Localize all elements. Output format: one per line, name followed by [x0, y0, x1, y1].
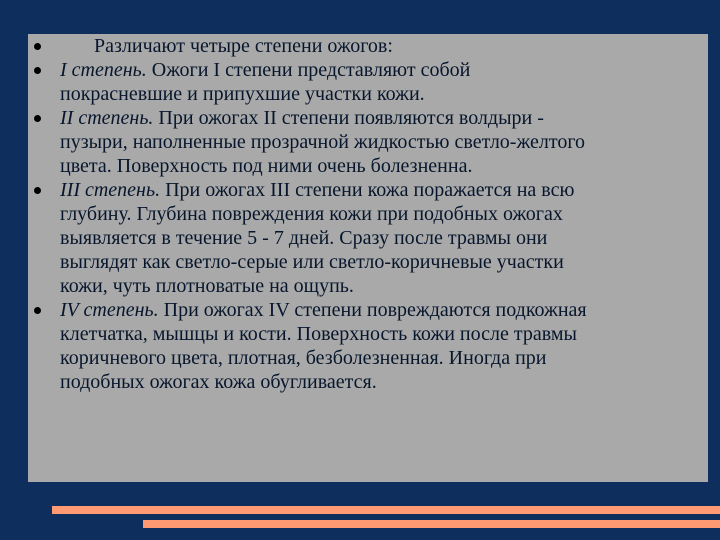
degree-2-line-2: пузыри, наполненные прозрачной жидкостью светло-желтого: [60, 131, 586, 153]
bullet-icon: [34, 67, 41, 74]
degree-3-line-2: глубину. Глубина повреждения кожи при подобных ожогах: [60, 203, 563, 225]
degree-4-line-1: [60, 298, 700, 322]
degree-2-line-1: [60, 106, 700, 130]
list-item-degree-2: [60, 106, 700, 178]
list-item-degree-4: [60, 298, 700, 394]
degree-4-line-3: коричневого цвета, плотная, безболезненная. Иногда при: [60, 347, 547, 369]
list-item-degree-1: [60, 58, 700, 106]
bullet-icon: [34, 43, 41, 50]
degree-4-text-1: При ожогах IV степени повреждаются подкожная: [158, 299, 587, 321]
degree-1-text-1: Ожоги I степени представляют собой: [146, 59, 471, 81]
text-panel: [28, 34, 708, 482]
bullet-icon: [34, 115, 41, 122]
burn-degrees-list: [28, 34, 708, 394]
degree-1-line-1: [60, 58, 700, 82]
degree-2-line-3: цвета. Поверхность под ними очень болезненна.: [60, 155, 473, 177]
degree-3-line-4: выглядят как светло-серые или светло-коричневые участки: [60, 251, 564, 273]
degree-3-line-1: [60, 178, 700, 202]
list-item-degree-3: [60, 178, 700, 298]
bullet-icon: [34, 187, 41, 194]
degree-2-label: II степень.: [60, 107, 154, 129]
degree-3-text-1: При ожогах III степени кожа поражается на всю: [160, 179, 575, 201]
bullet-icon: [34, 307, 41, 314]
decorative-bottom-rule: [143, 520, 720, 528]
degree-4-label: IV степень.: [60, 299, 159, 321]
degree-2-text-1: При ожогах II степени появляются волдыри -: [153, 107, 544, 129]
degree-3-line-5: кожи, чуть плотноватые на ощупь.: [60, 275, 354, 297]
degree-3-line-3: выявляется в течение 5 - 7 дней. Сразу после травмы они: [60, 227, 548, 249]
degree-1-line-2: покрасневшие и припухшие участки кожи.: [60, 83, 425, 105]
degree-4-line-2: клетчатка, мышцы и кости. Поверхность кожи после травмы: [60, 323, 577, 345]
intro-line: Различают четыре степени ожогов:: [94, 35, 393, 57]
degree-4-line-4: подобных ожогах кожа обугливается.: [60, 371, 377, 393]
degree-1-label: I степень.: [60, 59, 147, 81]
list-item-intro: [60, 34, 700, 58]
decorative-top-rule: [52, 506, 720, 514]
degree-3-label: III степень.: [60, 179, 161, 201]
